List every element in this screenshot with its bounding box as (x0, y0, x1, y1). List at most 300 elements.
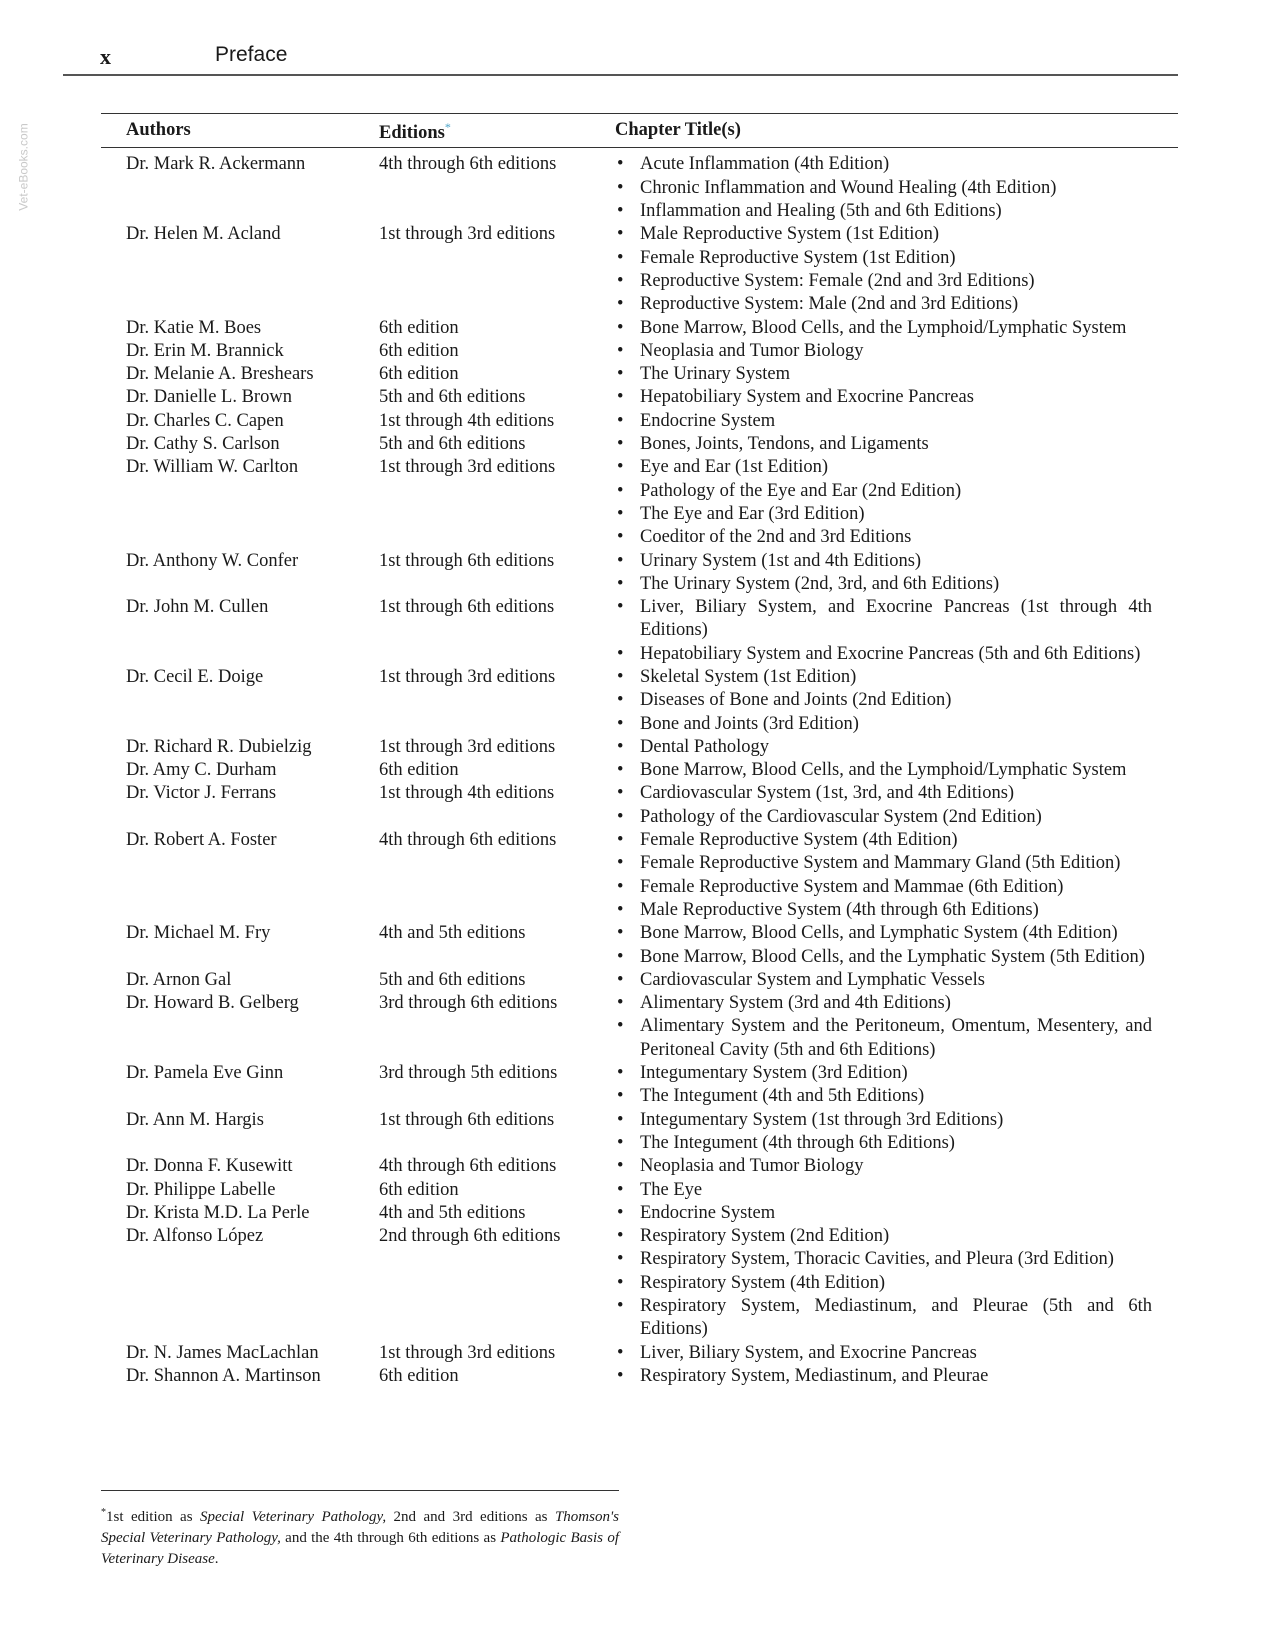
chapter-list (615, 1225, 1178, 1341)
chapter-item (615, 643, 1178, 666)
author-name: Dr. Amy C. Durham (126, 760, 277, 781)
chapter-item (615, 1132, 1178, 1155)
chapter-list-cell (615, 340, 1178, 363)
author-name: Dr. Katie M. Boes (126, 317, 262, 338)
chapter-list (615, 782, 1178, 829)
chapter-list (615, 596, 1178, 666)
table-row (101, 1365, 1178, 1388)
chapter-list-cell (615, 922, 1178, 969)
chapter-item (615, 1015, 1178, 1062)
table-row (101, 1179, 1178, 1202)
chapter-title: Female Reproductive System and Mammary Gland (5th Edition) (640, 853, 1121, 874)
author-editions: 6th edition (379, 317, 459, 338)
chapter-list-cell (615, 1202, 1178, 1225)
author-name: Dr. Alfonso López (126, 1226, 264, 1247)
table-body (101, 148, 1178, 1388)
chapter-title: Female Reproductive System (1st Edition) (640, 247, 956, 268)
chapter-list-cell (615, 456, 1178, 549)
chapter-list (615, 223, 1178, 316)
chapter-title: Diseases of Bone and Joints (2nd Edition) (640, 690, 952, 711)
table-row (101, 596, 1178, 666)
chapter-item (615, 899, 1178, 922)
author-editions: 6th edition (379, 1179, 459, 1200)
chapter-list-cell (615, 1109, 1178, 1156)
bullet-icon: • (617, 1272, 624, 1293)
table-row (101, 1062, 1178, 1109)
bullet-icon: • (617, 270, 624, 291)
author-name: Dr. Cathy S. Carlson (126, 434, 280, 455)
author-editions: 1st through 3rd editions (379, 666, 556, 687)
chapter-item (615, 922, 1178, 945)
chapter-item (615, 503, 1178, 526)
chapter-list (615, 829, 1178, 922)
author-name: Dr. Donna F. Kusewitt (126, 1156, 293, 1177)
chapter-item (615, 200, 1178, 223)
chapter-item (615, 1202, 1178, 1225)
bullet-icon: • (617, 783, 624, 804)
author-editions: 3rd through 6th editions (379, 993, 558, 1014)
chapter-list (615, 1179, 1178, 1202)
chapter-title: Urinary System (1st and 4th Editions) (640, 550, 922, 571)
chapter-list-cell (615, 363, 1178, 386)
author-editions: 1st through 3rd editions (379, 736, 556, 757)
chapter-item (615, 293, 1178, 316)
chapter-title: Female Reproductive System and Mammae (6th Edition) (640, 876, 1064, 897)
author-editions: 1st through 4th editions (379, 410, 555, 431)
chapter-title: Bones, Joints, Tendons, and Ligaments (640, 434, 929, 455)
chapter-item (615, 1248, 1178, 1271)
bullet-icon: • (617, 1226, 624, 1247)
chapter-list (615, 410, 1178, 433)
chapter-item (615, 1365, 1178, 1388)
author-name: Dr. Krista M.D. La Perle (126, 1202, 310, 1223)
author-name: Dr. Philippe Labelle (126, 1179, 276, 1200)
footnote-star: * (101, 1507, 106, 1518)
chapter-item (615, 1062, 1178, 1085)
bullet-icon: • (617, 643, 624, 664)
chapter-list-cell (615, 829, 1178, 922)
chapter-title: Bone and Joints (3rd Edition) (640, 713, 859, 734)
header-editions (379, 114, 615, 148)
author-name: Dr. Howard B. Gelberg (126, 993, 299, 1014)
chapter-list (615, 1109, 1178, 1156)
footnote-text: 2nd and 3rd editions as (386, 1509, 555, 1525)
chapter-list (615, 317, 1178, 340)
bullet-icon: • (617, 247, 624, 268)
chapter-item (615, 1109, 1178, 1132)
chapter-item (615, 969, 1178, 992)
chapter-item (615, 1155, 1178, 1178)
chapter-item (615, 736, 1178, 759)
bullet-icon: • (617, 1365, 624, 1386)
chapter-title: Alimentary System (3rd and 4th Editions) (640, 993, 951, 1014)
author-name: Dr. Michael M. Fry (126, 923, 271, 944)
bullet-icon: • (617, 969, 624, 990)
table-row (101, 1342, 1178, 1365)
chapter-list-cell (615, 317, 1178, 340)
chapter-title: Endocrine System (640, 410, 776, 431)
author-name: Dr. Victor J. Ferrans (126, 783, 277, 804)
chapter-title: Bone Marrow, Blood Cells, and the Lymphoid/Lymphatic System (640, 760, 1127, 781)
chapter-title: Acute Inflammation (4th Edition) (640, 154, 890, 175)
chapter-item (615, 992, 1178, 1015)
chapter-title: Dental Pathology (640, 736, 769, 757)
chapter-list-cell (615, 969, 1178, 992)
chapter-item (615, 270, 1178, 293)
chapter-item (615, 247, 1178, 270)
author-editions: 3rd through 5th editions (379, 1063, 558, 1084)
chapter-list-cell (615, 433, 1178, 456)
table-row (101, 363, 1178, 386)
table-row (101, 317, 1178, 340)
chapter-list (615, 666, 1178, 736)
chapter-item (615, 433, 1178, 456)
table-row (101, 1202, 1178, 1225)
bullet-icon: • (617, 899, 624, 920)
chapter-list-cell (615, 1179, 1178, 1202)
footnote (101, 1502, 619, 1570)
chapter-title: Respiratory System (2nd Edition) (640, 1226, 890, 1247)
table-row (101, 666, 1178, 736)
bullet-icon: • (617, 1086, 624, 1107)
author-editions: 4th through 6th editions (379, 154, 557, 175)
header-chapters: Chapter Title(s) (615, 114, 1178, 148)
bullet-icon: • (617, 690, 624, 711)
bullet-icon: • (617, 597, 624, 618)
author-editions: 1st through 6th editions (379, 550, 555, 571)
chapter-title: Bone Marrow, Blood Cells, and the Lymphatic System (5th Edition) (640, 946, 1145, 967)
author-editions: 5th and 6th editions (379, 434, 526, 455)
chapter-list (615, 1155, 1178, 1178)
table-row (101, 1225, 1178, 1341)
table-row (101, 340, 1178, 363)
table-row (101, 410, 1178, 433)
footnote-text: . (214, 1551, 219, 1567)
bullet-icon: • (617, 1249, 624, 1270)
chapter-title: Male Reproductive System (4th through 6th Editions) (640, 899, 1039, 920)
chapter-list-cell (615, 596, 1178, 666)
footnote-title: Special Veterinary Pathology, (200, 1509, 387, 1525)
bullet-icon: • (617, 806, 624, 827)
author-editions: 1st through 4th editions (379, 783, 555, 804)
chapter-title: The Eye (640, 1179, 703, 1200)
chapter-title: The Eye and Ear (3rd Edition) (640, 503, 865, 524)
chapter-list (615, 456, 1178, 549)
author-name: Dr. John M. Cullen (126, 597, 269, 618)
chapter-title: Reproductive System: Female (2nd and 3rd Editions) (640, 270, 1035, 291)
chapter-title: Coeditor of the 2nd and 3rd Editions (640, 527, 912, 548)
bullet-icon: • (617, 410, 624, 431)
chapter-title: Respiratory System, Mediastinum, and Pleurae (640, 1365, 989, 1386)
author-editions: 4th and 5th editions (379, 1202, 526, 1223)
author-name: Dr. N. James MacLachlan (126, 1342, 319, 1363)
bullet-icon: • (617, 503, 624, 524)
chapter-title: Endocrine System (640, 1202, 776, 1223)
table-row (101, 386, 1178, 409)
bullet-icon: • (617, 154, 624, 175)
chapter-list-cell (615, 386, 1178, 409)
author-name: Dr. Anthony W. Confer (126, 550, 299, 571)
author-editions: 1st through 6th editions (379, 1109, 555, 1130)
table-header-row (101, 114, 1178, 148)
bullet-icon: • (617, 1156, 624, 1177)
chapter-title: Neoplasia and Tumor Biology (640, 340, 864, 361)
bullet-icon: • (617, 1132, 624, 1153)
author-name: Dr. Shannon A. Martinson (126, 1365, 321, 1386)
chapter-item (615, 1342, 1178, 1365)
chapter-title: Respiratory System, Mediastinum, and Pleurae (5th and 6th Editions) (640, 1296, 1152, 1340)
bullet-icon: • (617, 1342, 624, 1363)
chapter-list (615, 1062, 1178, 1109)
chapter-title: Cardiovascular System and Lymphatic Vessels (640, 969, 985, 990)
table-row (101, 992, 1178, 1062)
table-row (101, 433, 1178, 456)
chapter-title: Liver, Biliary System, and Exocrine Pancreas (1st through 4th Editions) (640, 597, 1152, 641)
chapter-item (615, 456, 1178, 479)
chapter-title: Bone Marrow, Blood Cells, and Lymphatic System (4th Edition) (640, 923, 1118, 944)
author-editions: 1st through 3rd editions (379, 457, 556, 478)
author-name: Dr. Arnon Gal (126, 969, 232, 990)
chapter-title: The Integument (4th through 6th Editions) (640, 1132, 955, 1153)
bullet-icon: • (617, 294, 624, 315)
chapter-item (615, 713, 1178, 736)
footnote-text: and the 4th through 6th editions as (280, 1530, 501, 1546)
chapter-title: Respiratory System (4th Edition) (640, 1272, 886, 1293)
bullet-icon: • (617, 340, 624, 361)
bullet-icon: • (617, 573, 624, 594)
table-row (101, 148, 1178, 223)
footnote-text: 1st edition as (106, 1509, 200, 1525)
chapter-list (615, 759, 1178, 782)
chapter-list-cell (615, 992, 1178, 1062)
chapter-list-cell (615, 1342, 1178, 1365)
footnote-marker: * (444, 120, 451, 134)
chapter-list-cell (615, 759, 1178, 782)
table-row (101, 1155, 1178, 1178)
bullet-icon: • (617, 1063, 624, 1084)
table-row (101, 736, 1178, 759)
bullet-icon: • (617, 923, 624, 944)
author-name: Dr. Melanie A. Breshears (126, 364, 314, 385)
bullet-icon: • (617, 1016, 624, 1037)
chapter-title: Male Reproductive System (1st Edition) (640, 224, 940, 245)
author-editions: 4th through 6th editions (379, 1156, 557, 1177)
chapter-title: Respiratory System, Thoracic Cavities, and Pleura (3rd Edition) (640, 1249, 1114, 1270)
chapter-item (615, 526, 1178, 549)
chapter-item (615, 153, 1178, 176)
bullet-icon: • (617, 666, 624, 687)
table-row (101, 456, 1178, 549)
chapter-title: Liver, Biliary System, and Exocrine Pancreas (640, 1342, 977, 1363)
author-name: Dr. Erin M. Brannick (126, 340, 284, 361)
author-name: Dr. Ann M. Hargis (126, 1109, 264, 1130)
chapter-item (615, 363, 1178, 386)
chapter-title: The Integument (4th and 5th Editions) (640, 1086, 925, 1107)
chapter-item (615, 1085, 1178, 1108)
chapter-item (615, 317, 1178, 340)
chapter-title: Cardiovascular System (1st, 3rd, and 4th Editions) (640, 783, 1015, 804)
table-row (101, 759, 1178, 782)
chapter-item (615, 782, 1178, 805)
chapter-list (615, 363, 1178, 386)
bullet-icon: • (617, 1296, 624, 1316)
chapter-list-cell (615, 1155, 1178, 1178)
table-row (101, 782, 1178, 829)
chapter-item (615, 689, 1178, 712)
bullet-icon: • (617, 1109, 624, 1130)
table-row (101, 829, 1178, 922)
chapter-title: Integumentary System (3rd Edition) (640, 1063, 908, 1084)
author-editions: 4th and 5th editions (379, 923, 526, 944)
author-name: Dr. Danielle L. Brown (126, 387, 292, 408)
chapter-title: Alimentary System and the Peritoneum, Omentum, Mesentery, and Peritoneal Cavity (5th and 6th Editions) (640, 1016, 1152, 1060)
bullet-icon: • (617, 830, 624, 851)
bullet-icon: • (617, 876, 624, 897)
author-name: Dr. William W. Carlton (126, 457, 299, 478)
author-editions: 4th through 6th editions (379, 830, 557, 851)
table-row (101, 1109, 1178, 1156)
bullet-icon: • (617, 457, 624, 478)
table-row (101, 969, 1178, 992)
chapter-list-cell (615, 736, 1178, 759)
chapter-title: Bone Marrow, Blood Cells, and the Lymphoid/Lymphatic System (640, 317, 1127, 338)
page-number: x (100, 44, 111, 69)
author-name: Dr. Cecil E. Doige (126, 666, 264, 687)
chapter-title: The Urinary System (2nd, 3rd, and 6th Editions) (640, 573, 1000, 594)
author-name: Dr. Robert A. Foster (126, 830, 277, 851)
chapter-list (615, 1365, 1178, 1388)
chapter-item (615, 573, 1178, 596)
chapter-list (615, 386, 1178, 409)
author-name: Dr. Richard R. Dubielzig (126, 736, 312, 757)
bullet-icon: • (617, 946, 624, 967)
chapter-list (615, 1202, 1178, 1225)
chapter-list (615, 1342, 1178, 1365)
chapter-list (615, 922, 1178, 969)
bullet-icon: • (617, 853, 624, 874)
chapter-item (615, 852, 1178, 875)
chapter-item (615, 596, 1178, 643)
bullet-icon: • (617, 480, 624, 501)
author-editions: 6th edition (379, 760, 459, 781)
chapter-list-cell (615, 666, 1178, 736)
chapter-list (615, 340, 1178, 363)
authors-table (101, 113, 1178, 1388)
author-editions: 5th and 6th editions (379, 387, 526, 408)
chapter-list-cell (615, 550, 1178, 597)
chapter-item (615, 666, 1178, 689)
chapter-list (615, 153, 1178, 223)
chapter-item (615, 1225, 1178, 1248)
author-name: Dr. Helen M. Acland (126, 224, 281, 245)
author-name: Dr. Pamela Eve Ginn (126, 1063, 284, 1084)
author-editions: 6th edition (379, 1365, 459, 1386)
chapter-list (615, 433, 1178, 456)
header-authors: Authors (101, 114, 379, 148)
chapter-list-cell (615, 223, 1178, 316)
bullet-icon: • (617, 736, 624, 757)
footnote-rule (101, 1490, 619, 1491)
chapter-title: Integumentary System (1st through 3rd Editions) (640, 1109, 1004, 1130)
header-rule (63, 74, 1178, 76)
chapter-item (615, 340, 1178, 363)
bullet-icon: • (617, 177, 624, 198)
chapter-list (615, 969, 1178, 992)
chapter-item (615, 480, 1178, 503)
bullet-icon: • (617, 434, 624, 455)
bullet-icon: • (617, 1179, 624, 1200)
bullet-icon: • (617, 364, 624, 385)
chapter-item (615, 177, 1178, 200)
chapter-list-cell (615, 410, 1178, 433)
author-editions: 6th edition (379, 364, 459, 385)
table-row (101, 550, 1178, 597)
chapter-item (615, 829, 1178, 852)
bullet-icon: • (617, 527, 624, 548)
chapter-item (615, 550, 1178, 573)
chapter-title: Hepatobiliary System and Exocrine Pancreas (640, 387, 974, 408)
chapter-list-cell (615, 782, 1178, 829)
chapter-list-cell (615, 1225, 1178, 1341)
chapter-title: Neoplasia and Tumor Biology (640, 1156, 864, 1177)
author-editions: 6th edition (379, 340, 459, 361)
bullet-icon: • (617, 317, 624, 338)
author-editions: 2nd through 6th editions (379, 1226, 561, 1247)
bullet-icon: • (617, 713, 624, 734)
chapter-title: Inflammation and Healing (5th and 6th Editions) (640, 201, 1002, 222)
chapter-item (615, 759, 1178, 782)
author-editions: 1st through 6th editions (379, 597, 555, 618)
chapter-list-cell (615, 1365, 1178, 1388)
bullet-icon: • (617, 550, 624, 571)
chapter-item (615, 1295, 1178, 1342)
chapter-list-cell (615, 1062, 1178, 1109)
chapter-item (615, 946, 1178, 969)
bullet-icon: • (617, 760, 624, 781)
chapter-item (615, 876, 1178, 899)
bullet-icon: • (617, 993, 624, 1014)
chapter-item (615, 386, 1178, 409)
chapter-list (615, 992, 1178, 1062)
chapter-title: Reproductive System: Male (2nd and 3rd Editions) (640, 294, 1019, 315)
chapter-title: Eye and Ear (1st Edition) (640, 457, 829, 478)
chapter-title: Chronic Inflammation and Wound Healing (4th Edition) (640, 177, 1057, 198)
bullet-icon: • (617, 224, 624, 245)
author-editions: 1st through 3rd editions (379, 224, 556, 245)
bullet-icon: • (617, 387, 624, 408)
footnote-title: Pathologic Basis of Veterinary Disease (101, 1530, 619, 1567)
table-row (101, 223, 1178, 316)
author-editions: 1st through 3rd editions (379, 1342, 556, 1363)
chapter-title: The Urinary System (640, 364, 791, 385)
chapter-item (615, 410, 1178, 433)
running-title: Preface (215, 43, 288, 66)
chapter-item (615, 1179, 1178, 1202)
header-editions-label: Editions (379, 123, 445, 144)
chapter-list (615, 550, 1178, 597)
chapter-item (615, 223, 1178, 246)
author-editions: 5th and 6th editions (379, 969, 526, 990)
author-name: Dr. Charles C. Capen (126, 410, 284, 431)
chapter-title: Pathology of the Cardiovascular System (2nd Edition) (640, 806, 1042, 827)
chapter-title: Hepatobiliary System and Exocrine Pancreas (5th and 6th Editions) (640, 643, 1141, 664)
chapter-item (615, 806, 1178, 829)
chapter-list (615, 736, 1178, 759)
bullet-icon: • (617, 1202, 624, 1223)
table-row (101, 922, 1178, 969)
watermark: Vet-eBooks.com (16, 123, 31, 211)
author-name: Dr. Mark R. Ackermann (126, 154, 306, 175)
